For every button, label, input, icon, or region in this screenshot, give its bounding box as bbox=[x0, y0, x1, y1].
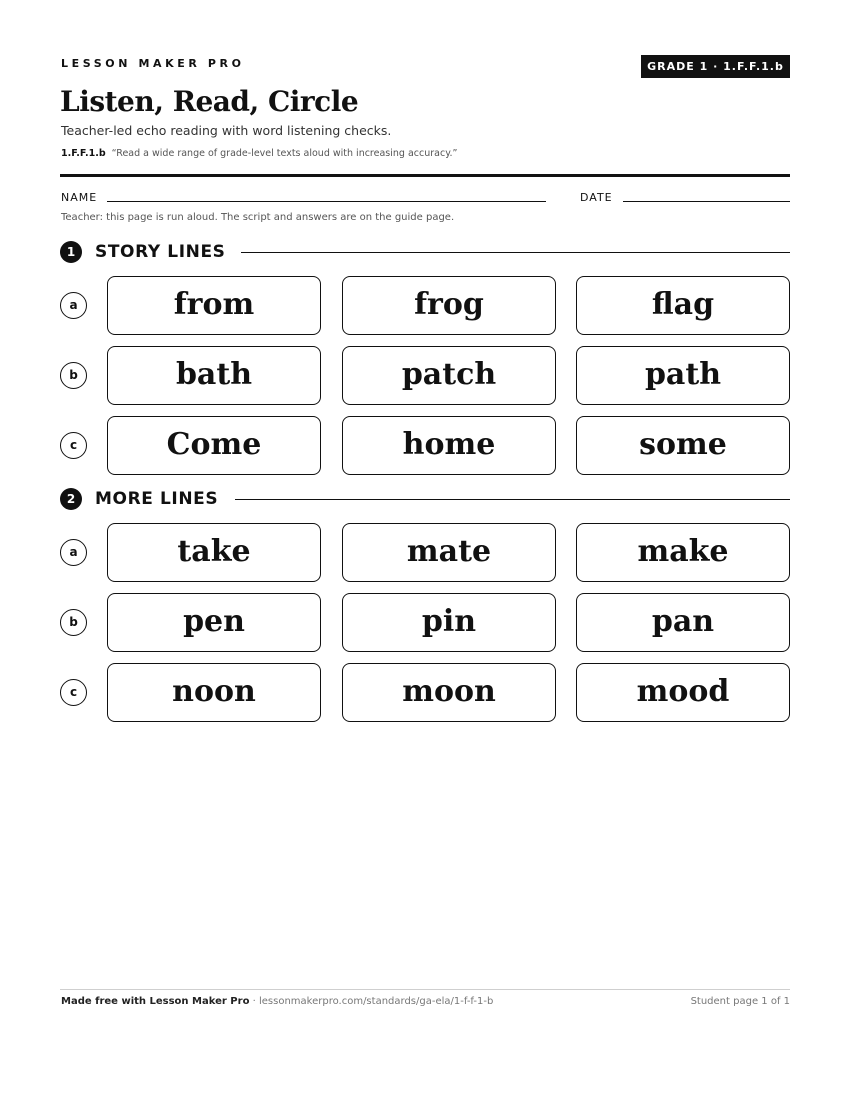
word-choice[interactable]: Come bbox=[107, 416, 321, 475]
word-choice[interactable]: make bbox=[576, 523, 790, 582]
teacher-note: Teacher: this page is run aloud. The script and answers are on the guide page. bbox=[61, 212, 455, 223]
word-choice[interactable]: bath bbox=[107, 346, 321, 405]
section-header-more-lines bbox=[60, 487, 790, 511]
standard-code: 1.F.F.1.b bbox=[61, 148, 106, 159]
word-choice[interactable]: mood bbox=[576, 663, 790, 722]
section-title: MORE LINES bbox=[95, 489, 219, 509]
footer-divider bbox=[60, 989, 790, 990]
footer-url[interactable]: · lessonmakerpro.com/standards/ga-ela/1-f-f-1-b bbox=[249, 996, 494, 1007]
footer-credit bbox=[61, 996, 493, 1007]
word-choice[interactable]: flag bbox=[576, 276, 790, 335]
name-field[interactable] bbox=[107, 201, 546, 202]
name-label: NAME bbox=[61, 191, 98, 204]
word-choice[interactable]: frog bbox=[342, 276, 556, 335]
date-field[interactable] bbox=[623, 201, 790, 202]
section-title: STORY LINES bbox=[95, 242, 226, 262]
footer-page-label: Student page 1 of 1 bbox=[690, 996, 790, 1007]
row-letter-badge: b bbox=[60, 609, 87, 636]
page-title: Listen, Read, Circle bbox=[60, 85, 359, 118]
word-choice[interactable]: patch bbox=[342, 346, 556, 405]
section-divider bbox=[241, 252, 790, 253]
row-letter-badge: a bbox=[60, 292, 87, 319]
word-choice[interactable]: pen bbox=[107, 593, 321, 652]
row-letter-badge: c bbox=[60, 679, 87, 706]
word-choice[interactable]: moon bbox=[342, 663, 556, 722]
brand-name: LESSON MAKER PRO bbox=[61, 57, 245, 70]
row-letter-badge: c bbox=[60, 432, 87, 459]
page-subtitle: Teacher-led echo reading with word listening checks. bbox=[61, 123, 392, 138]
word-choice[interactable]: mate bbox=[342, 523, 556, 582]
section-number-badge: 1 bbox=[60, 241, 82, 263]
word-choice[interactable]: home bbox=[342, 416, 556, 475]
word-row bbox=[60, 593, 790, 653]
word-row bbox=[60, 523, 790, 583]
word-choice[interactable]: pan bbox=[576, 593, 790, 652]
grade-badge: GRADE 1 · 1.F.F.1.b bbox=[641, 55, 790, 78]
word-row bbox=[60, 346, 790, 406]
standard-line bbox=[61, 148, 457, 159]
word-row bbox=[60, 663, 790, 723]
word-row bbox=[60, 416, 790, 476]
word-choice[interactable]: from bbox=[107, 276, 321, 335]
word-choice[interactable]: some bbox=[576, 416, 790, 475]
header-divider bbox=[60, 174, 790, 177]
row-letter-badge: a bbox=[60, 539, 87, 566]
section-number-badge: 2 bbox=[60, 488, 82, 510]
word-choice[interactable]: noon bbox=[107, 663, 321, 722]
section-header-story-lines bbox=[60, 240, 790, 264]
word-choice[interactable]: path bbox=[576, 346, 790, 405]
date-label: DATE bbox=[580, 191, 613, 204]
row-letter-badge: b bbox=[60, 362, 87, 389]
standard-text: “Read a wide range of grade-level texts aloud with increasing accuracy.” bbox=[111, 148, 458, 159]
section-divider bbox=[235, 499, 790, 500]
word-row bbox=[60, 276, 790, 336]
footer-made-with: Made free with Lesson Maker Pro bbox=[61, 996, 250, 1007]
word-choice[interactable]: pin bbox=[342, 593, 556, 652]
word-choice[interactable]: take bbox=[107, 523, 321, 582]
